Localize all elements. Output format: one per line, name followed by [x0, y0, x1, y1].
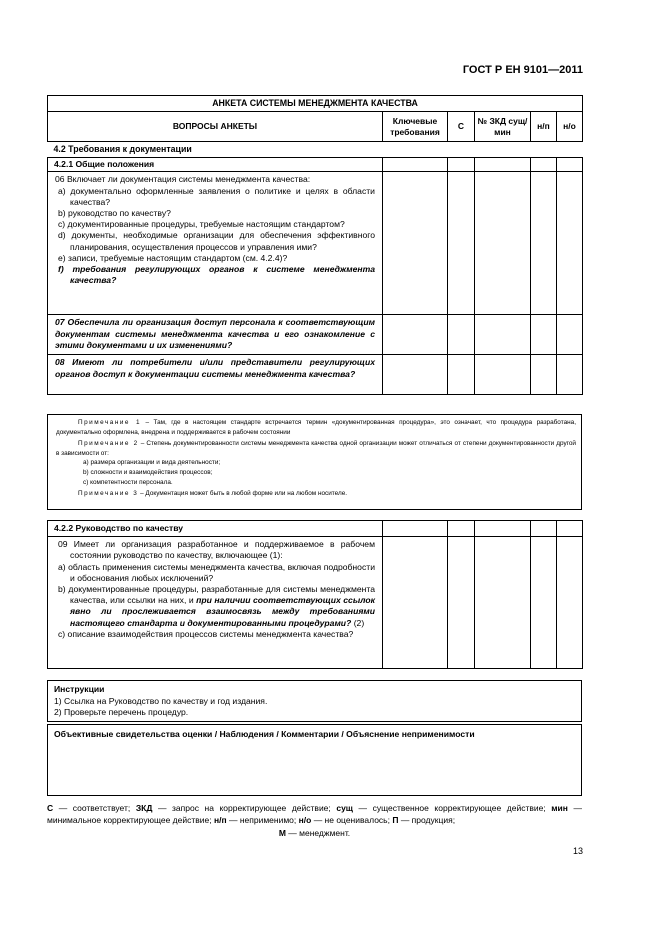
evidence-title: Объективные свидетельства оценки / Наблюдения / Комментарии / Объяснение неприменимости	[54, 729, 475, 739]
answer-cell[interactable]	[557, 315, 583, 355]
legend: С — соответствует; ЗКД — запрос на корректирующее действие; сущ — существенное корректирующее действие; мин — минимальное корректирующее действие; н/п — неприменимо; н/о — не оценивалось; П — продукция; М — менеджмент.	[47, 803, 582, 838]
answer-cell[interactable]	[383, 172, 448, 315]
answer-cell[interactable]	[383, 355, 448, 395]
answer-cell[interactable]	[383, 315, 448, 355]
col-not-evaluated: н/о	[557, 112, 583, 142]
q09-item-b: b) документированные процедуры, разработанные для системы менеджмента качества, или ссылки на них, и при наличии соответствующих ссылок явно ли прослеживается взаимосвязь между требованиями настоящего стандарта и документированными процедурами? (2)	[58, 584, 375, 628]
col-na: н/п	[531, 112, 557, 142]
answer-cell[interactable]	[475, 355, 531, 395]
answer-cell[interactable]	[531, 172, 557, 315]
answer-cell[interactable]	[448, 355, 475, 395]
instruction-item: 1) Ссылка на Руководство по качеству и год издания.	[54, 695, 268, 706]
question-row-09	[48, 537, 583, 669]
instructions-title: Инструкции	[54, 684, 105, 694]
q06-intro: 06 Включает ли документация системы менеджмента качества:	[55, 174, 311, 185]
q09-item-c: с) описание взаимодействия процессов системы менеджмента качества?	[58, 628, 354, 639]
notes-box	[47, 414, 582, 510]
section-4-2-title: 4.2 Требования к документации	[53, 144, 192, 154]
answer-cell[interactable]	[475, 537, 531, 669]
questionnaire-table-2	[47, 520, 582, 669]
col-key-requirements: Ключевые требования	[383, 112, 448, 142]
answer-cell[interactable]	[475, 315, 531, 355]
page-number: 13	[572, 846, 583, 856]
q06-item-c: с) документированные процедуры, требуемые настоящим стандартом?	[58, 219, 345, 230]
answer-cell[interactable]	[383, 537, 448, 669]
evidence-box[interactable]	[47, 724, 582, 796]
answer-cell[interactable]	[531, 315, 557, 355]
q06-item-d: d) документы, необходимые организации для обеспечения эффективного планирования, осуществления процессов и управления ими?	[58, 230, 375, 252]
table-title: АНКЕТА СИСТЕМЫ МЕНЕДЖМЕНТА КАЧЕСТВА	[48, 96, 583, 112]
q06-item-b: b) руководство по качеству?	[58, 208, 171, 219]
question-row-07	[48, 315, 583, 355]
note-2-item: с) компетентности персонала.	[83, 478, 173, 486]
q09-item-a: а) область применения системы менеджмента качества, включая подробности и обоснования любых исключений?	[58, 561, 375, 583]
q08-text: 08 Имеют ли потребители и/или представители регулирующих органов доступ к документации системы менеджмента качества?	[48, 355, 383, 395]
q06-item-a: а) документально оформленные заявления о политике и целях в области качества?	[58, 185, 375, 207]
q06-item-e: е) записи, требуемые настоящим стандартом (см. 4.2.4)?	[58, 252, 288, 263]
answer-cell[interactable]	[448, 315, 475, 355]
q09-intro: 09 Имеет ли организация разработанное и поддерживаемое в рабочем состоянии руководство по качеству, включающее (1):	[58, 539, 375, 561]
answer-cell[interactable]	[448, 537, 475, 669]
answer-cell[interactable]	[557, 172, 583, 315]
question-row-08	[48, 355, 583, 395]
instructions-box	[47, 680, 582, 722]
col-questions: ВОПРОСЫ АНКЕТЫ	[48, 112, 383, 142]
answer-cell[interactable]	[531, 355, 557, 395]
q07-text: 07 Обеспечила ли организация доступ персонала к соответствующим документам системы менеджмента качества и его ознакомление с этими документами и их изменениями?	[48, 315, 383, 355]
note-1: Примечание 1 – Там, где в настоящем стандарте встречается термин «документированная процедура», это означает, что процедура разработана, документально оформлена, внедрена и поддерживается в рабочем состоянии	[56, 419, 576, 436]
col-compliant: С	[448, 112, 475, 142]
note-2-item: а) размера организации и вида деятельности;	[83, 459, 221, 467]
note-3: Примечание 3 – Документация может быть в любой форме или на любом носителе.	[78, 490, 348, 498]
questionnaire-table	[47, 95, 582, 395]
q06-item-f: f) требования регулирующих органов к системе менеджмента качества?	[58, 264, 375, 286]
col-car: № ЗКД сущ/мин	[475, 112, 531, 142]
answer-cell[interactable]	[448, 172, 475, 315]
subsection-4-2-2-title: 4.2.2 Руководство по качеству	[48, 521, 383, 537]
answer-cell[interactable]	[475, 172, 531, 315]
instruction-item: 2) Проверьте перечень процедур.	[54, 707, 189, 717]
note-2-item: b) сложности и взаимодействия процессов;	[83, 468, 213, 476]
question-row-06	[48, 172, 583, 315]
subsection-4-2-1-title: 4.2.1 Общие положения	[48, 158, 383, 172]
standard-header: ГОСТ Р ЕН 9101—2011	[462, 64, 583, 76]
answer-cell[interactable]	[557, 537, 583, 669]
note-2: Примечание 2 – Степень документированности системы менеджмента качества одной организации может отличаться от степени документированности другой в зависимости от:	[56, 440, 576, 457]
answer-cell[interactable]	[557, 355, 583, 395]
answer-cell[interactable]	[531, 537, 557, 669]
